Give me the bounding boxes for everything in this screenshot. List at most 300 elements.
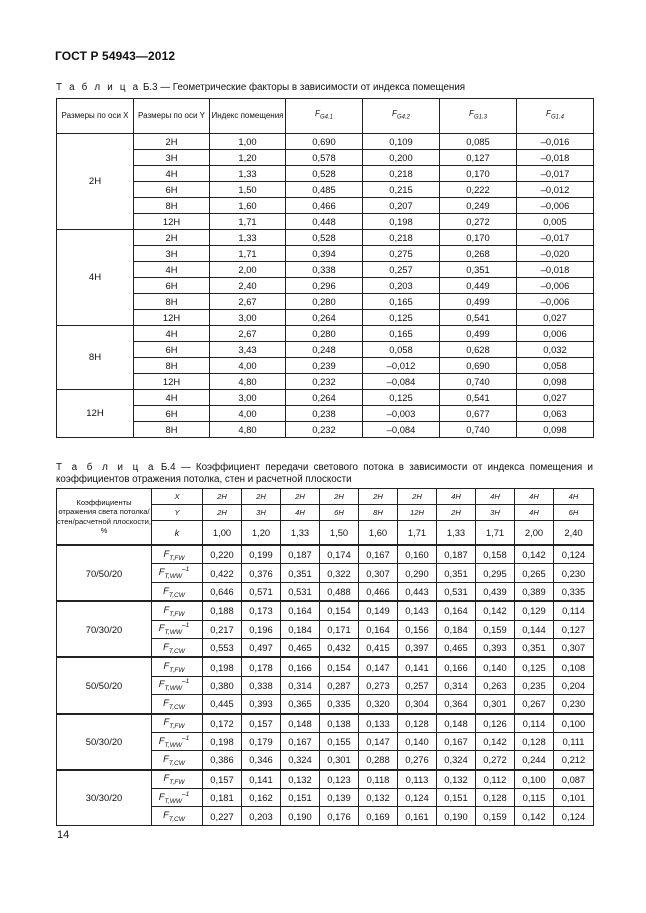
- value-cell: 0,155: [320, 732, 359, 750]
- value-cell: 0,167: [281, 732, 320, 750]
- value-cell: 0,125: [515, 657, 554, 676]
- value-cell: 0,415: [359, 638, 398, 657]
- value-cell: 0,235: [515, 676, 554, 694]
- value-cell: 0,127: [554, 620, 594, 638]
- value-cell: 0,244: [515, 751, 554, 770]
- value-cell: 0,142: [476, 601, 515, 620]
- f2-cell: 0,218: [363, 230, 440, 246]
- index-cell: 2,67: [210, 326, 286, 342]
- table-row: [57, 601, 594, 620]
- size-x-cell: 2H: [57, 134, 134, 230]
- value-cell: 0,263: [476, 676, 515, 694]
- factor-symbol: F: [163, 584, 169, 596]
- factor-label-cell: [152, 545, 203, 564]
- f1-cell: 0,528: [286, 166, 363, 182]
- index-cell: 1,71: [210, 246, 286, 262]
- f3-cell: 0,677: [440, 406, 517, 422]
- f4-cell: 0,006: [517, 326, 594, 342]
- k-value-cell: 1,33: [437, 521, 476, 546]
- k-value-cell: 2,40: [554, 521, 594, 546]
- value-cell: 0,142: [515, 807, 554, 825]
- value-cell: 0,571: [242, 582, 281, 601]
- value-cell: 0,397: [398, 638, 437, 657]
- f1-cell: 0,485: [286, 182, 363, 198]
- x-value-cell: 4H: [437, 489, 476, 505]
- value-cell: 0,157: [242, 714, 281, 733]
- value-cell: 0,139: [320, 789, 359, 807]
- table-row: [57, 406, 594, 422]
- table-row: [57, 770, 594, 789]
- k-value-cell: 2,00: [515, 521, 554, 546]
- f3-cell: 0,170: [440, 166, 517, 182]
- factor-symbol: F: [163, 809, 169, 821]
- y-value-cell: 3H: [242, 505, 281, 521]
- size-y-cell: 4H: [134, 166, 210, 182]
- table-row: [57, 545, 594, 564]
- factor-subscript: T,FW: [169, 554, 185, 562]
- value-cell: 0,364: [437, 695, 476, 714]
- f3-cell: 0,249: [440, 198, 517, 214]
- value-cell: 0,124: [398, 789, 437, 807]
- table-row: [57, 150, 594, 166]
- value-cell: 0,295: [476, 564, 515, 582]
- value-cell: 0,351: [281, 564, 320, 582]
- f4-cell: –0,012: [517, 182, 594, 198]
- f1-cell: 0,232: [286, 374, 363, 390]
- factor-symbol: F: [158, 566, 165, 578]
- f4-cell: 0,063: [517, 406, 594, 422]
- value-cell: 0,167: [437, 732, 476, 750]
- size-y-cell: 6H: [134, 182, 210, 198]
- factor-label-cell: [152, 638, 203, 657]
- factor-label-cell: [152, 676, 203, 694]
- value-cell: 0,338: [242, 676, 281, 694]
- f2-cell: 0,125: [363, 310, 440, 326]
- header-f2: $F_{G4.2}$: [363, 99, 440, 134]
- f3-cell: 0,268: [440, 246, 517, 262]
- value-cell: 0,422: [203, 564, 242, 582]
- table-row: [57, 230, 594, 246]
- factor-superscript: –1: [181, 678, 190, 686]
- f2-cell: 0,218: [363, 166, 440, 182]
- value-cell: 0,126: [476, 714, 515, 733]
- value-cell: 0,314: [281, 676, 320, 694]
- factor-symbol: F: [163, 716, 170, 728]
- index-cell: 1,00: [210, 134, 286, 150]
- value-cell: 0,176: [320, 807, 359, 825]
- index-cell: 2,67: [210, 294, 286, 310]
- f3-cell: 0,690: [440, 358, 517, 374]
- size-x-cell: 8H: [57, 326, 134, 390]
- table-row: [57, 262, 594, 278]
- reflectance-group-cell: 50/50/20: [57, 657, 152, 713]
- value-cell: 0,132: [437, 770, 476, 789]
- value-cell: 0,087: [554, 770, 594, 789]
- value-cell: 0,164: [359, 620, 398, 638]
- factor-symbol: F: [158, 790, 165, 802]
- factor-subscript: T,CW: [168, 647, 185, 655]
- factor-superscript: –1: [181, 566, 190, 574]
- f3-cell: 0,628: [440, 342, 517, 358]
- x-value-cell: 2H: [281, 489, 320, 505]
- index-cell: 1,33: [210, 166, 286, 182]
- factor-label-cell: [152, 657, 203, 676]
- table-row: [57, 422, 594, 438]
- f3-cell: 0,740: [440, 374, 517, 390]
- x-value-cell: 2H: [398, 489, 437, 505]
- size-y-cell: 3H: [134, 246, 210, 262]
- header-index: Индекс помещения: [210, 99, 286, 134]
- x-value-cell: 4H: [515, 489, 554, 505]
- table-row: [57, 134, 594, 150]
- value-cell: 0,179: [242, 732, 281, 750]
- f4-cell: 0,098: [517, 422, 594, 438]
- size-x-cell: 12H: [57, 390, 134, 438]
- k-value-cell: 1,50: [320, 521, 359, 546]
- value-cell: 0,149: [359, 601, 398, 620]
- table-row: [57, 390, 594, 406]
- f1-cell: 0,296: [286, 278, 363, 294]
- table-row: [57, 214, 594, 230]
- value-cell: 0,140: [398, 732, 437, 750]
- factor-subscript: T,WW: [164, 741, 182, 749]
- f2-cell: 0,109: [363, 134, 440, 150]
- table-row: [57, 326, 594, 342]
- value-cell: 0,307: [554, 638, 594, 657]
- f4-cell: –0,006: [517, 278, 594, 294]
- f2-cell: –0,012: [363, 358, 440, 374]
- value-cell: 0,154: [320, 601, 359, 620]
- value-cell: 0,151: [437, 789, 476, 807]
- f4-cell: –0,017: [517, 230, 594, 246]
- value-cell: 0,199: [242, 545, 281, 564]
- value-cell: 0,290: [398, 564, 437, 582]
- x-value-cell: 2H: [359, 489, 398, 505]
- f3-cell: 0,351: [440, 262, 517, 278]
- size-y-cell: 4H: [134, 262, 210, 278]
- f1-cell: 0,248: [286, 342, 363, 358]
- value-cell: 0,100: [554, 714, 594, 733]
- value-cell: 0,129: [515, 601, 554, 620]
- f1-cell: 0,264: [286, 390, 363, 406]
- value-cell: 0,393: [476, 638, 515, 657]
- factor-symbol: F: [163, 772, 170, 784]
- size-y-cell: 12H: [134, 214, 210, 230]
- document-header: ГОСТ Р 54943—2012: [55, 49, 176, 63]
- factor-label-cell: [152, 582, 203, 601]
- value-cell: 0,132: [359, 789, 398, 807]
- value-cell: 0,439: [476, 582, 515, 601]
- value-cell: 0,288: [359, 751, 398, 770]
- value-cell: 0,365: [281, 695, 320, 714]
- y-label: Y: [152, 505, 203, 521]
- value-cell: 0,393: [242, 695, 281, 714]
- caption-text: Б.4 — Коэффициент передачи светового потока в зависимости от индекса помещения и: [155, 462, 593, 473]
- index-cell: 3,43: [210, 342, 286, 358]
- f2-cell: 0,215: [363, 182, 440, 198]
- value-cell: 0,198: [203, 657, 242, 676]
- factor-superscript: –1: [181, 790, 190, 798]
- value-cell: 0,181: [203, 789, 242, 807]
- y-value-cell: 12H: [398, 505, 437, 521]
- factor-subscript: T,CW: [168, 759, 185, 767]
- size-y-cell: 6H: [134, 406, 210, 422]
- reflectance-group-cell: 70/30/20: [57, 601, 152, 657]
- factor-label-cell: [152, 789, 203, 807]
- value-cell: 0,445: [203, 695, 242, 714]
- factor-label-cell: [152, 714, 203, 733]
- index-cell: 4,80: [210, 422, 286, 438]
- value-cell: 0,287: [320, 676, 359, 694]
- factor-symbol: F: [163, 547, 170, 559]
- factor-superscript: –1: [181, 622, 190, 630]
- value-cell: 0,173: [242, 601, 281, 620]
- factor-superscript: –1: [181, 734, 190, 742]
- table-b4-body: [57, 489, 594, 826]
- value-cell: 0,351: [515, 638, 554, 657]
- factor-subscript: T,CW: [168, 703, 185, 711]
- value-cell: 0,160: [398, 545, 437, 564]
- table-row: [57, 358, 594, 374]
- value-cell: 0,301: [476, 695, 515, 714]
- k-label: k: [152, 521, 203, 546]
- factor-symbol: F: [163, 660, 170, 672]
- y-value-cell: 2H: [203, 505, 242, 521]
- f1-cell: 0,466: [286, 198, 363, 214]
- value-cell: 0,198: [203, 732, 242, 750]
- f4-cell: –0,017: [517, 166, 594, 182]
- reflectance-group-cell: 50/30/20: [57, 714, 152, 770]
- factor-symbol: F: [163, 696, 169, 708]
- x-value-cell: 2H: [203, 489, 242, 505]
- value-cell: 0,230: [554, 564, 594, 582]
- value-cell: 0,351: [437, 564, 476, 582]
- value-cell: 0,114: [554, 601, 594, 620]
- table-row: [57, 166, 594, 182]
- header-f3: $F_{G1.3}$: [440, 99, 517, 134]
- value-cell: 0,230: [554, 695, 594, 714]
- f3-cell: 0,740: [440, 422, 517, 438]
- f2-cell: 0,257: [363, 262, 440, 278]
- value-cell: 0,196: [242, 620, 281, 638]
- table-row: [57, 182, 594, 198]
- size-y-cell: 8H: [134, 198, 210, 214]
- table-row: [57, 374, 594, 390]
- page-number: 14: [57, 829, 70, 841]
- reflectance-group-cell: 70/50/20: [57, 545, 152, 601]
- f4-cell: –0,018: [517, 150, 594, 166]
- f3-cell: 0,272: [440, 214, 517, 230]
- value-cell: 0,267: [515, 695, 554, 714]
- value-cell: 0,178: [242, 657, 281, 676]
- value-cell: 0,114: [515, 714, 554, 733]
- caption-line-1: [56, 462, 593, 474]
- value-cell: 0,140: [476, 657, 515, 676]
- f3-cell: 0,499: [440, 294, 517, 310]
- value-cell: 0,531: [281, 582, 320, 601]
- table-b3-caption: [56, 82, 465, 94]
- f3-cell: 0,085: [440, 134, 517, 150]
- index-cell: 1,50: [210, 182, 286, 198]
- f4-cell: –0,006: [517, 294, 594, 310]
- factor-label-cell: [152, 751, 203, 770]
- factor-label-cell: [152, 695, 203, 714]
- f2-cell: 0,165: [363, 294, 440, 310]
- f1-cell: 0,338: [286, 262, 363, 278]
- f2-cell: –0,003: [363, 406, 440, 422]
- value-cell: 0,128: [515, 732, 554, 750]
- value-cell: 0,144: [515, 620, 554, 638]
- index-cell: 4,80: [210, 374, 286, 390]
- value-cell: 0,465: [437, 638, 476, 657]
- f2-cell: 0,165: [363, 326, 440, 342]
- value-cell: 0,138: [320, 714, 359, 733]
- factor-subscript: T,FW: [169, 610, 185, 618]
- index-cell: 1,20: [210, 150, 286, 166]
- x-value-cell: 2H: [320, 489, 359, 505]
- value-cell: 0,172: [203, 714, 242, 733]
- value-cell: 0,465: [281, 638, 320, 657]
- f4-cell: 0,098: [517, 374, 594, 390]
- value-cell: 0,112: [476, 770, 515, 789]
- value-cell: 0,151: [281, 789, 320, 807]
- value-cell: 0,187: [437, 545, 476, 564]
- value-cell: 0,148: [281, 714, 320, 733]
- index-cell: 3,00: [210, 390, 286, 406]
- value-cell: 0,188: [203, 601, 242, 620]
- f1-cell: 0,528: [286, 230, 363, 246]
- factor-symbol: F: [158, 622, 165, 634]
- value-cell: 0,376: [242, 564, 281, 582]
- value-cell: 0,143: [398, 601, 437, 620]
- value-cell: 0,132: [281, 770, 320, 789]
- k-value-cell: 1,20: [242, 521, 281, 546]
- value-cell: 0,272: [476, 751, 515, 770]
- caption-line-2: коэффициентов отражения потолка, стен и расчетной плоскости: [56, 474, 352, 485]
- factor-label-cell: [152, 564, 203, 582]
- f3-cell: 0,541: [440, 390, 517, 406]
- value-cell: 0,203: [242, 807, 281, 825]
- factor-subscript: T,WW: [164, 629, 182, 637]
- index-cell: 1,33: [210, 230, 286, 246]
- value-cell: 0,320: [359, 695, 398, 714]
- factor-symbol: F: [158, 678, 165, 690]
- value-cell: 0,443: [398, 582, 437, 601]
- f1-cell: 0,239: [286, 358, 363, 374]
- f2-cell: 0,203: [363, 278, 440, 294]
- index-cell: 1,60: [210, 198, 286, 214]
- f3-cell: 0,170: [440, 230, 517, 246]
- value-cell: 0,174: [320, 545, 359, 564]
- value-cell: 0,466: [359, 582, 398, 601]
- table-b3-body: [57, 134, 594, 438]
- x-value-cell: 4H: [476, 489, 515, 505]
- value-cell: 0,276: [398, 751, 437, 770]
- index-cell: 3,00: [210, 310, 286, 326]
- index-cell: 2,00: [210, 262, 286, 278]
- size-y-cell: 12H: [134, 374, 210, 390]
- index-cell: 4,00: [210, 358, 286, 374]
- value-cell: 0,171: [320, 620, 359, 638]
- value-cell: 0,128: [398, 714, 437, 733]
- y-value-cell: 6H: [320, 505, 359, 521]
- value-cell: 0,553: [203, 638, 242, 657]
- value-cell: 0,111: [554, 732, 594, 750]
- value-cell: 0,159: [476, 807, 515, 825]
- value-cell: 0,159: [476, 620, 515, 638]
- size-y-cell: 2H: [134, 230, 210, 246]
- value-cell: 0,147: [359, 732, 398, 750]
- value-cell: 0,167: [359, 545, 398, 564]
- factor-label-cell: [152, 770, 203, 789]
- factor-subscript: T,CW: [168, 816, 185, 824]
- size-y-cell: 3H: [134, 150, 210, 166]
- value-cell: 0,108: [554, 657, 594, 676]
- header-f4: $F_{G1.4}$: [517, 99, 594, 134]
- value-cell: 0,190: [281, 807, 320, 825]
- table-b3: [56, 98, 594, 438]
- value-cell: 0,128: [476, 789, 515, 807]
- value-cell: 0,531: [437, 582, 476, 601]
- factor-symbol: F: [163, 603, 170, 615]
- value-cell: 0,154: [320, 657, 359, 676]
- f2-cell: –0,084: [363, 374, 440, 390]
- value-cell: 0,158: [476, 545, 515, 564]
- f4-cell: 0,027: [517, 390, 594, 406]
- x-header-row: [57, 489, 594, 505]
- f4-cell: 0,005: [517, 214, 594, 230]
- factor-subscript: T,FW: [169, 666, 185, 674]
- f3-cell: 0,449: [440, 278, 517, 294]
- f1-cell: 0,578: [286, 150, 363, 166]
- size-y-cell: 8H: [134, 422, 210, 438]
- value-cell: 0,190: [437, 807, 476, 825]
- value-cell: 0,307: [359, 564, 398, 582]
- y-value-cell: 2H: [437, 505, 476, 521]
- value-cell: 0,204: [554, 676, 594, 694]
- value-cell: 0,113: [398, 770, 437, 789]
- y-value-cell: 4H: [281, 505, 320, 521]
- f4-cell: –0,018: [517, 262, 594, 278]
- value-cell: 0,497: [242, 638, 281, 657]
- factor-label-cell: [152, 620, 203, 638]
- f3-cell: 0,499: [440, 326, 517, 342]
- value-cell: 0,124: [554, 807, 594, 825]
- value-cell: 0,220: [203, 545, 242, 564]
- value-cell: 0,184: [281, 620, 320, 638]
- f2-cell: –0,084: [363, 422, 440, 438]
- f4-cell: 0,058: [517, 358, 594, 374]
- table-b3-header-row: [57, 99, 594, 134]
- value-cell: 0,217: [203, 620, 242, 638]
- value-cell: 0,157: [203, 770, 242, 789]
- value-cell: 0,212: [554, 751, 594, 770]
- caption-text: Б.3 — Геометрические факторы в зависимости от индекса помещения: [140, 82, 466, 93]
- value-cell: 0,156: [398, 620, 437, 638]
- f1-cell: 0,280: [286, 294, 363, 310]
- value-cell: 0,324: [281, 751, 320, 770]
- value-cell: 0,324: [437, 751, 476, 770]
- value-cell: 0,118: [359, 770, 398, 789]
- value-cell: 0,124: [554, 545, 594, 564]
- factor-symbol: F: [158, 734, 165, 746]
- value-cell: 0,488: [320, 582, 359, 601]
- f2-cell: 0,200: [363, 150, 440, 166]
- factor-subscript: T,WW: [164, 797, 182, 805]
- f2-cell: 0,125: [363, 390, 440, 406]
- caption-prefix: Т а б л и ц а: [56, 82, 141, 93]
- f2-cell: 0,058: [363, 342, 440, 358]
